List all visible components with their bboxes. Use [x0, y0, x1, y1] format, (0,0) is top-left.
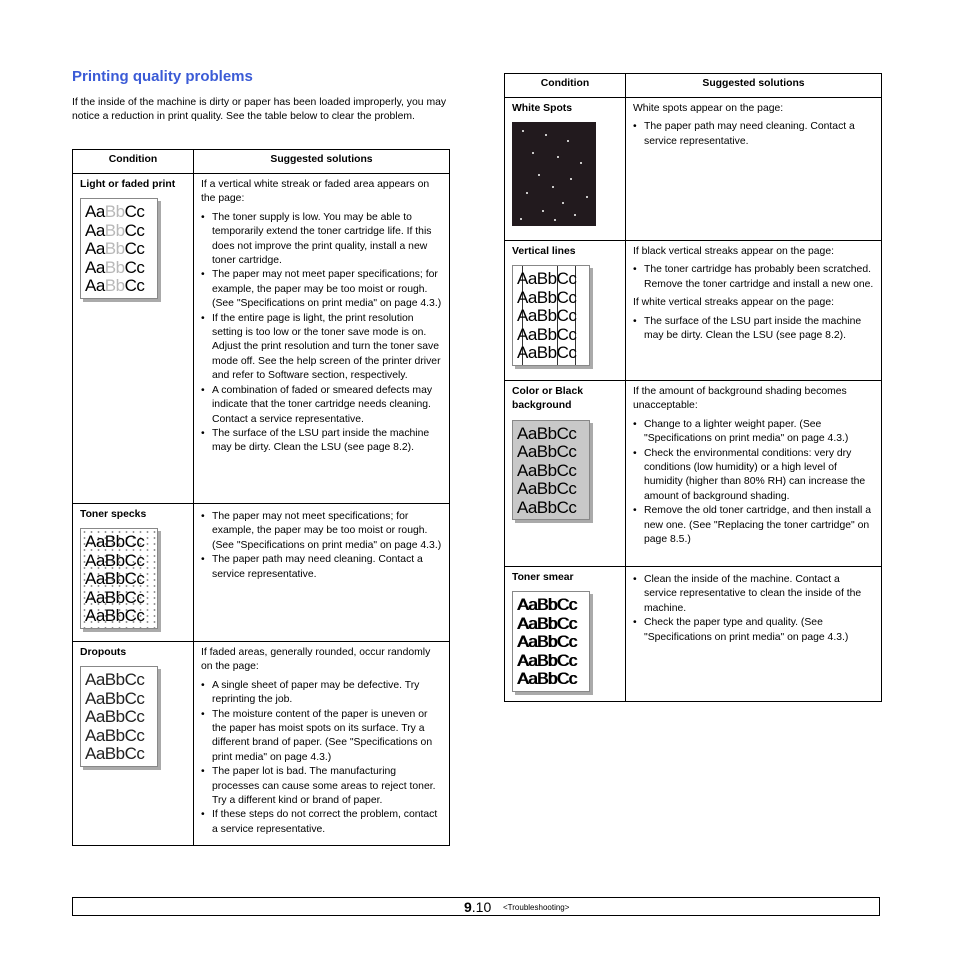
list-item: • A single sheet of paper may be defective. Try reprinting the job.: [212, 679, 442, 708]
list-item: • The paper path may need cleaning. Contact a service representative.: [212, 553, 442, 582]
solution-list: [633, 120, 874, 149]
list-item: • The surface of the LSU part inside the machine may be dirty. Clean the LSU (see page 8.2).: [644, 315, 874, 344]
table-row: [505, 98, 882, 241]
list-item: • A combination of faded or smeared defects may indicate that the toner cartridge needs cleaning. Contact a service representative.: [212, 384, 442, 427]
condition-header: Condition: [505, 74, 626, 98]
table-row: [73, 642, 450, 846]
list-item: • Check the paper type and quality. (See "Specifications on print media" on page 4.3.): [644, 616, 874, 645]
table-row: [73, 504, 450, 642]
toner-specks-sample: AaBbCc AaBbCc AaBbCc AaBbCc AaBbCc: [80, 528, 158, 629]
solution-list: [633, 263, 874, 292]
list-item: • If the entire page is light, the print resolution setting is too low or the toner save mode is on. Adjust the print resolution and turn the toner save mode off. See the help screen of the printer driver and refer to Software section, respectively.: [212, 312, 442, 384]
solutions-header: Suggested solutions: [194, 150, 450, 174]
solution-intro-2: If white vertical streaks appear on the page:: [633, 297, 834, 309]
table-row: [73, 174, 450, 504]
right-problem-table: [504, 73, 882, 702]
list-item: • Clean the inside of the machine. Contact a service representative to clean the inside of the machine.: [644, 573, 874, 616]
condition-cell: [73, 504, 194, 642]
condition-cell: [505, 567, 626, 702]
list-item: • If these steps do not correct the problem, contact a service representative.: [212, 808, 442, 837]
chapter-number: 9: [464, 899, 472, 915]
solution-list: [201, 211, 442, 456]
list-item: • Check the environmental conditions: very dry conditions (low humidity) or a high level of humidity (higher than 80% RH) can increase the amount of background shading.: [644, 447, 874, 505]
condition-name: Dropouts: [80, 647, 127, 658]
solution-intro: If a vertical white streak or faded area appears on the page:: [201, 179, 430, 205]
condition-cell: [73, 174, 194, 504]
list-item: • The paper may not meet paper specifications; for example, the paper may be too moist or rough. (See "Specifications on print media" on page 4.3.): [212, 268, 442, 311]
solution-intro: White spots appear on the page:: [633, 103, 784, 114]
list-item: • The toner cartridge has probably been scratched. Remove the toner cartridge and install a new one.: [644, 263, 874, 292]
solution-list: [633, 418, 874, 548]
condition-header: Condition: [73, 150, 194, 174]
section-label: <Troubleshooting>: [503, 903, 570, 912]
solution-intro: If black vertical streaks appear on the page:: [633, 246, 834, 257]
vertical-lines-sample: AaBbCc AaBbCc AaBbCc AaBbCc AaBbCc: [512, 265, 590, 366]
condition-cell: [505, 241, 626, 381]
list-item: • The paper lot is bad. The manufacturing processes can cause some areas to reject toner. Try a different kind or brand of paper.: [212, 765, 442, 808]
white-spots-sample: [512, 122, 596, 226]
condition-name: Toner specks: [80, 509, 147, 520]
list-item: • Change to a lighter weight paper. (See "Specifications on print media" on page 4.3.): [644, 418, 874, 447]
condition-name: White Spots: [512, 103, 573, 114]
list-item: • The toner supply is low. You may be able to temporarily extend the toner cartridge life. If this does not improve the print quality, install a new toner cartridge.: [212, 211, 442, 269]
condition-name: Light or faded print: [80, 179, 176, 190]
condition-name: Color or Black background: [512, 386, 584, 412]
condition-cell: [505, 381, 626, 567]
background-shading-sample: AaBbCc AaBbCc AaBbCc AaBbCc AaBbCc: [512, 420, 590, 521]
page-number: [464, 899, 491, 915]
list-item: • The paper may not meet specifications; for example, the paper may be too moist or rough. (See "Specifications on print media" on page 4.3.): [212, 510, 442, 553]
table-row: [505, 567, 882, 702]
left-problem-table: [72, 149, 450, 846]
solution-cell: [626, 241, 882, 381]
list-item: • Remove the old toner cartridge, and then install a new one. (See "Replacing the toner cartridge" on page 8.5.): [644, 504, 874, 547]
list-item: • The paper path may need cleaning. Contact a service representative.: [644, 120, 874, 149]
solution-list: [201, 679, 442, 837]
page-title: Printing quality problems: [72, 68, 253, 85]
table-row: [505, 381, 882, 567]
solution-list: [633, 573, 874, 645]
condition-name: Vertical lines: [512, 246, 576, 257]
condition-name: Toner smear: [512, 572, 574, 583]
toner-smear-sample: AaBbCc AaBbCc AaBbCc AaBbCc AaBbCc: [512, 591, 590, 692]
list-item: • The surface of the LSU part inside the machine may be dirty. Clean the LSU (see page 8.2).: [212, 427, 442, 456]
faded-print-sample: AaBbCc AaBbCc AaBbCc AaBbCc AaBbCc: [80, 198, 158, 299]
solution-intro: If the amount of background shading becomes unacceptable:: [633, 386, 847, 412]
page-suffix: .10: [471, 899, 492, 915]
condition-cell: [505, 98, 626, 241]
solution-cell: [194, 504, 450, 642]
dropouts-sample: AaBbCc AaBbCc AaBbCc AaBbCc AaBbCc: [80, 666, 158, 767]
solution-list-2: [633, 315, 874, 344]
solution-list: [201, 510, 442, 582]
table-header-row: [505, 74, 882, 98]
solution-cell: [626, 98, 882, 241]
solutions-header: Suggested solutions: [626, 74, 882, 98]
solution-cell: [194, 642, 450, 846]
page-footer: [72, 897, 880, 916]
table-row: [505, 241, 882, 381]
table-header-row: [73, 150, 450, 174]
list-item: • The moisture content of the paper is uneven or the paper has moist spots on its surface. Try a different brand of paper. (See "Specifications on print media" on page 4.3.): [212, 708, 442, 766]
solution-cell: [626, 381, 882, 567]
condition-cell: [73, 642, 194, 846]
solution-cell: [194, 174, 450, 504]
solution-intro: If faded areas, generally rounded, occur randomly on the page:: [201, 647, 431, 673]
intro-paragraph: If the inside of the machine is dirty or paper has been loaded improperly, you may notice a reduction in print quality. See the table below to clear the problem.: [72, 97, 447, 122]
solution-cell: [626, 567, 882, 702]
